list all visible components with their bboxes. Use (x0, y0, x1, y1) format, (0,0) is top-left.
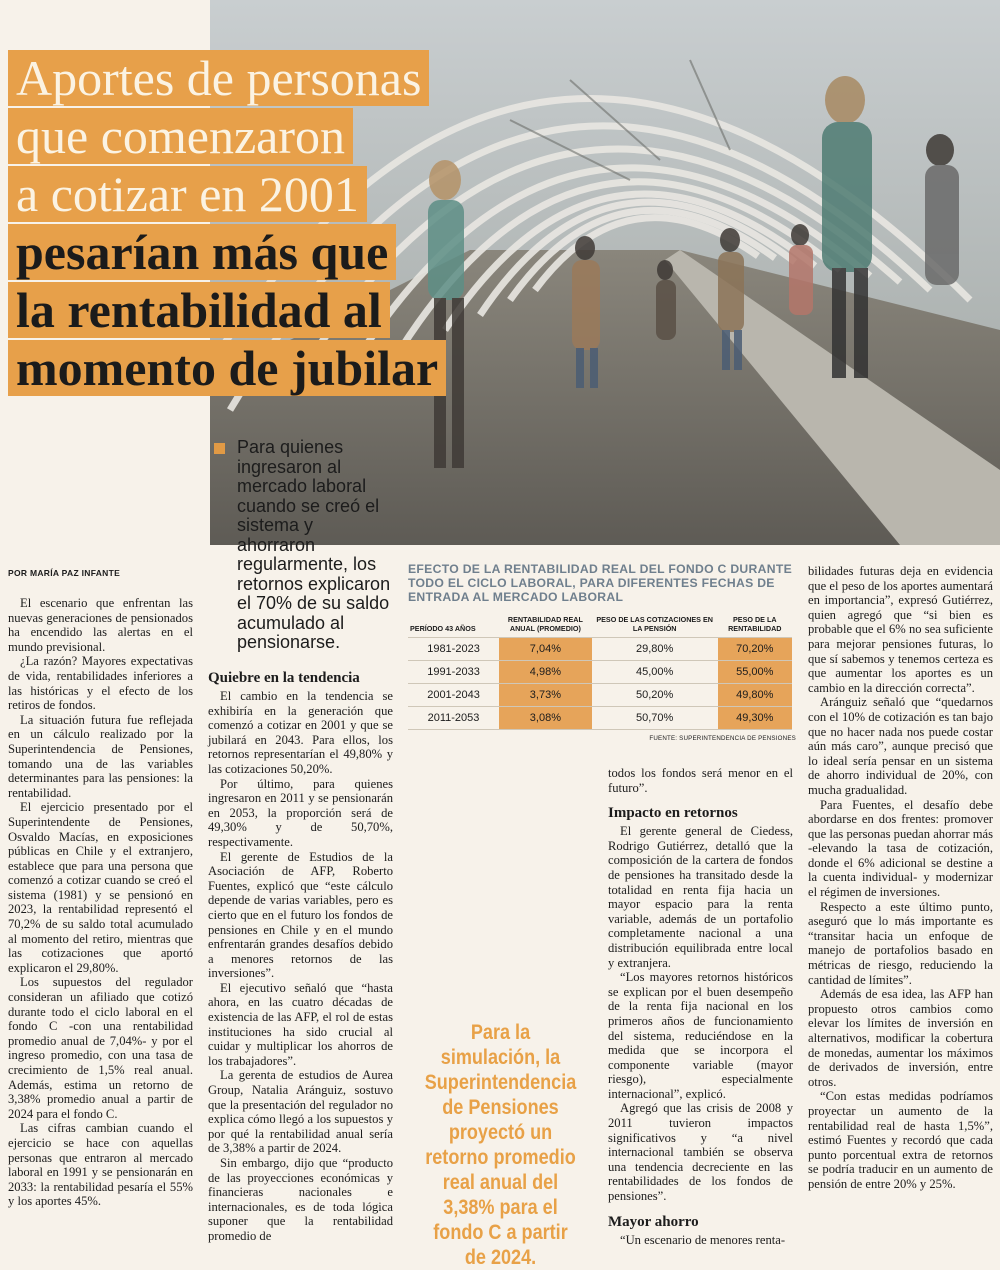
cell-cotizaciones: 50,70% (592, 706, 718, 729)
cell-rentabilidad: 7,04% (499, 637, 592, 660)
cell-period: 1981-2023 (408, 637, 499, 660)
subheading-mayor-ahorro: Mayor ahorro (608, 1213, 699, 1230)
cell-peso-rentabilidad: 70,20% (718, 637, 792, 660)
th-peso-cotizaciones: PESO DE LAS COTIZACIONES EN LA PENSIÓN (596, 614, 713, 633)
th-peso-rentabilidad: PESO DE LA RENTABILIDAD (728, 614, 782, 633)
paragraph: “Un escenario de menores renta- (620, 1232, 786, 1247)
paragraph: El escenario que enfrentan las nuevas generaciones de pensionados ha encendido las alertas en el mundo previsional. (8, 596, 193, 654)
cell-rentabilidad: 3,73% (499, 683, 592, 706)
pull-quote: Para la simulación, la Superintendencia de Pensiones proyectó un retorno promedio real anual del 3,38% para el fondo C a partir de 2024. (424, 1021, 577, 1269)
article-summary (214, 438, 394, 653)
cell-rentabilidad: 4,98% (499, 660, 592, 683)
paragraph: Los supuestos del regulador consideran un afiliado que cotizó durante todo el ciclo laboral en el fondo C -con una rentabilidad promedio anual de 7,04%- y por el ingreso promedio, con una tasa de crecimiento de 1,5% real anual. Además, estima un retorno de 3,38% promedio anual a partir de 2024 para el fondo C. (8, 975, 193, 1121)
paragraph: Para Fuentes, el desafío debe abordarse en dos frentes: promover que las personas puedan ahorrar más -elevando la tasa de cotización, donde el 6% adicional se destine a la cuenta individual- y modernizar el régimen de inversiones. (808, 797, 993, 900)
cell-rentabilidad: 3,08% (499, 706, 592, 729)
table-row (408, 706, 792, 729)
paragraph: La situación futura fue reflejada en un cálculo realizado por la Superintendencia de Pensiones, tomando una de las variables determinantes para las pensiones: la rentabilidad. (8, 712, 193, 800)
paragraph: “Los mayores retornos históricos se explican por el buen desempeño de la renta fija nacional en los primeros años de funcionamiento del sistema, reduciéndose en la medida que se incorpora el componente variable (mayor riesgo), especialmente internacional”, explicó. (608, 970, 793, 1101)
cell-peso-rentabilidad: 49,80% (718, 683, 792, 706)
subheading-quiebre: Quiebre en la tendencia (208, 670, 360, 686)
paragraph: El gerente de Estudios de la Asociación de AFP, Roberto Fuentes, explicó que “este cálculo depende de varias variables, pero es cierto que en el futuro los fondos de pensiones en Chile y en el mundo enfrentarán grandes desafíos debido a menores retornos de las inversiones”. (208, 849, 393, 981)
paragraph-continued: bilidades futuras deja en evidencia que el peso de los aportes aumentará en importancia”, expresó Gutiérrez, quien agregó que “si bien es probable que el 6% no sea suficiente para mejorar pensiones futuras, lo que sí sabemos y tenemos certeza es que aumentar los aportes es un cambio en la dirección correcta”. (808, 564, 993, 695)
table-row (408, 637, 792, 660)
paragraph: Por último, para quienes ingresaron en 2011 y se pensionarán en 2053, la proporción será de 49,30% y de 50,70%, respectivamente. (208, 776, 393, 849)
headline-line-4: pesarían más que (8, 224, 396, 280)
subheading-impacto: Impacto en retornos (608, 805, 738, 822)
cell-cotizaciones: 50,20% (592, 683, 718, 706)
rentabilidad-table (408, 613, 792, 730)
summary-bullet-square (214, 443, 225, 454)
paragraph: “Con estas medidas podríamos proyectar un aumento de la rentabilidad real de hasta 1,5%”, estimó Fuentes y recordó que cada punto porcentual extra de retornos se podría traducir en un aumento de pensión de entre 20% y 25%. (808, 1089, 993, 1191)
cell-period: 1991-2033 (408, 660, 499, 683)
th-rentabilidad-real: RENTABILIDAD REAL ANUAL (PROMEDIO) (507, 614, 583, 633)
cell-cotizaciones: 29,80% (592, 637, 718, 660)
headline-line-6: momento de jubilar (8, 340, 446, 396)
article-column-4 (808, 564, 993, 1192)
table-source: FUENTE: SUPERINTENDENCIA DE PENSIONES (649, 734, 796, 742)
cell-period: 2011-2053 (408, 706, 499, 729)
paragraph: El gerente general de Ciedess, Rodrigo Gutiérrez, detalló que la composición de la cartera de fondos de pensiones ha transitado desde la totalidad en renta fija hacia un mayor espacio para la renta variable, además de un portafolio completamente nacional a una distribución equilibrada entre local y extranjera. (608, 824, 793, 970)
table-row (408, 660, 792, 683)
paragraph: Aránguiz señaló que “quedarnos con el 10% de cotización es tan bajo que no hacer nada nos puede costar aún más caro”, aunque precisó que lo ideal sería pensar en un sistema de ahorro individual de 20%, con mucha gradualidad. (808, 695, 993, 797)
th-periodo: PERÍODO 43 AÑOS (410, 623, 476, 633)
cell-peso-rentabilidad: 49,30% (718, 706, 792, 729)
table-row (408, 683, 792, 706)
headline-line-2: que comenzaron (8, 108, 353, 164)
byline: POR MARÍA PAZ INFANTE (8, 568, 121, 578)
paragraph: El cambio en la tendencia se exhibiría en la generación que comenzó a cotizar en 2001 y que se jubilará en 2043. Para ellos, los retornos representarían el 49,80% y las cotizaciones 50,20%. (208, 689, 393, 776)
headline-line-3: a cotizar en 2001 (8, 166, 367, 222)
paragraph: Además de esa idea, las AFP han propuesto otros cambios como elevar los límites de inversión en alternativos, modificar la cobertura de monedas, aumentar los máximos de derivados de inversión, entre otros. (808, 987, 993, 1089)
headline-line-1: Aportes de personas (8, 50, 429, 106)
cell-peso-rentabilidad: 55,00% (718, 660, 792, 683)
article-column-2 (208, 670, 393, 1244)
paragraph: La gerenta de estudios de Aurea Group, Natalia Aránguiz, sostuvo que la presentación del regulador no explica cómo llegó a los supuestos y por qué la rentabilidad anual sería de 3,38% a partir de 2024. (208, 1068, 393, 1156)
paragraph: Las cifras cambian cuando el ejercicio se hace con aquellas personas que entraron al mercado laboral en 1991 y se pensionarán en 2033: la rentabilidad pesaría el 55% y los aportes 45%. (8, 1121, 193, 1209)
cell-period: 2001-2043 (408, 683, 499, 706)
table-title: EFECTO DE LA RENTABILIDAD REAL DEL FONDO C DURANTE TODO EL CICLO LABORAL, PARA DIFERENTES FECHAS DE ENTRADA AL MERCADO LABORAL (408, 562, 793, 605)
cell-cotizaciones: 45,00% (592, 660, 718, 683)
paragraph: ¿La razón? Mayores expectativas de vida, rentabilidades inferiores a las históricas y el efecto de los retiros de fondos. (8, 654, 193, 713)
paragraph: El ejecutivo señaló que “hasta ahora, en las cuatro décadas de existencia de las AFP, el rol de estas instituciones ha sido crucial al cuidar y multiplicar los ahorros de los trabajadores”. (208, 980, 393, 1068)
paragraph: El ejercicio presentado por el Superintendente de Pensiones, Osvaldo Macías, en exposiciones públicas en Chile y el extranjero, establece que para una persona que comenzó a cotizar cuando se creó el sistema (1981) y se pensionó en 2023, la rentabilidad representó el 70,2% de su saldo total acumulado al momento del retiro, mientras que las cotizaciones que aportó explicaron el 29,80%. (8, 800, 193, 975)
article-column-1 (8, 596, 193, 1209)
data-table-box (408, 562, 796, 742)
headline-line-5: la rentabilidad al (8, 282, 390, 338)
paragraph: Respecto a este último punto, aseguró que lo más importante es “transitar hacia un enfoque de manejo de portafolios basado en métricas de riesgo, reduciendo la cantidad de límites”. (808, 899, 993, 987)
table-header-row (408, 613, 792, 638)
article-column-3 (608, 766, 793, 1247)
paragraph: Agregó que las crisis de 2008 y 2011 tuvieron impactos significativos y “a nivel internacional también se observa una tendencia decreciente en las rentabilidades de los fondos de pensiones”. (608, 1101, 793, 1204)
paragraph-continued: todos los fondos será menor en el futuro”. (608, 766, 793, 795)
summary-text: Para quienes ingresaron al mercado laboral cuando se creó el sistema y ahorraron regularmente, los retornos explicaron el 70% de su saldo acumulado al pensionarse. (237, 437, 391, 652)
paragraph: Sin embargo, dijo que “producto de las proyecciones económicas y financieras nacionales e internacionales, es de toda lógica suponer que la rentabilidad promedio de (208, 1156, 393, 1243)
